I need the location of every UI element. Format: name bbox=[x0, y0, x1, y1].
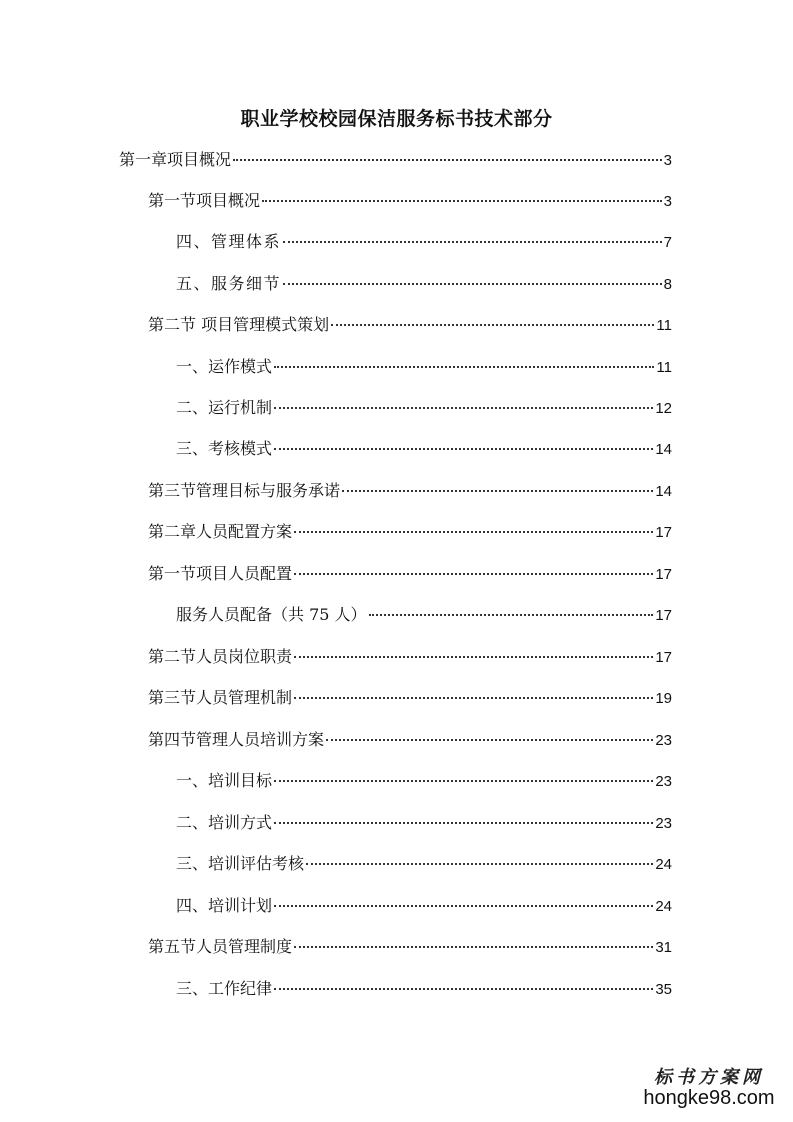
toc-entry-label: 三、培训评估考核 bbox=[176, 854, 305, 873]
toc-entry-page: 3 bbox=[663, 152, 672, 169]
toc-entry-label: 第三节人员管理机制 bbox=[148, 688, 293, 707]
toc-entry-label: 四、培训计划 bbox=[176, 896, 273, 915]
toc-entry-page: 3 bbox=[663, 193, 672, 210]
toc-entry-label: 第三节管理目标与服务承诺 bbox=[148, 481, 341, 500]
toc-entry[interactable] bbox=[176, 894, 672, 918]
toc-entry[interactable] bbox=[148, 935, 672, 959]
toc-entry-page: 23 bbox=[655, 773, 672, 790]
toc-entry[interactable] bbox=[176, 437, 672, 461]
toc-dot-leader bbox=[294, 945, 653, 948]
toc-dot-leader bbox=[326, 738, 653, 741]
toc-entry-label: 一、培训目标 bbox=[176, 771, 273, 790]
toc-entry-label: 二、运行机制 bbox=[176, 398, 273, 417]
toc-entry-label: 五、服务细节 bbox=[176, 274, 282, 293]
toc-entry[interactable] bbox=[176, 355, 672, 379]
toc-dot-leader bbox=[294, 696, 653, 699]
toc-dot-leader bbox=[294, 530, 653, 533]
toc-entry-page: 24 bbox=[655, 898, 672, 915]
toc-dot-leader bbox=[283, 282, 662, 285]
toc-dot-leader bbox=[233, 158, 662, 161]
toc-dot-leader bbox=[306, 862, 653, 865]
site-watermark bbox=[639, 1063, 779, 1110]
toc-entry-label: 三、考核模式 bbox=[176, 439, 273, 458]
toc-entry-page: 17 bbox=[655, 649, 672, 666]
toc-entry[interactable] bbox=[176, 769, 672, 793]
toc-dot-leader bbox=[274, 821, 653, 824]
toc-entry-page: 23 bbox=[655, 732, 672, 749]
watermark-url: hongke98.com bbox=[643, 1087, 775, 1109]
toc-entry-label: 第二节人员岗位职责 bbox=[148, 647, 293, 666]
toc-dot-leader bbox=[274, 904, 653, 907]
toc-dot-leader bbox=[274, 406, 653, 409]
toc-entry[interactable] bbox=[176, 603, 672, 627]
toc-entry[interactable] bbox=[148, 520, 672, 544]
toc-entry-label: 四、管理体系 bbox=[176, 232, 282, 251]
toc-entry-page: 17 bbox=[655, 524, 672, 541]
toc-dot-leader bbox=[274, 987, 653, 990]
toc-dot-leader bbox=[274, 779, 653, 782]
toc-dot-leader bbox=[274, 365, 654, 368]
toc-entry-page: 23 bbox=[655, 815, 672, 832]
toc-dot-leader bbox=[274, 447, 653, 450]
toc-entry[interactable] bbox=[176, 272, 672, 296]
toc-entry-page: 11 bbox=[656, 317, 672, 334]
toc-entry-page: 14 bbox=[655, 483, 672, 500]
document-title: 职业学校校园保洁服务标书技术部分 bbox=[240, 108, 553, 130]
toc-entry-label: 一、运作模式 bbox=[176, 357, 273, 376]
toc-entry-page: 24 bbox=[655, 856, 672, 873]
toc-entry-page: 19 bbox=[655, 690, 672, 707]
toc-entry-label: 第一节项目概况 bbox=[148, 191, 261, 210]
toc-dot-leader bbox=[342, 489, 653, 492]
toc-entry-page: 12 bbox=[655, 400, 672, 417]
toc-dot-leader bbox=[369, 613, 654, 616]
toc-entry[interactable] bbox=[176, 977, 672, 1001]
toc-dot-leader bbox=[262, 199, 662, 202]
toc-entry[interactable] bbox=[148, 728, 672, 752]
toc-entry[interactable] bbox=[148, 645, 672, 669]
toc-entry[interactable] bbox=[148, 313, 672, 337]
toc-entry[interactable] bbox=[148, 686, 672, 710]
toc-entry[interactable] bbox=[176, 396, 672, 420]
toc-entry[interactable] bbox=[176, 852, 672, 876]
toc-entry-page: 17 bbox=[655, 607, 672, 624]
toc-dot-leader bbox=[331, 323, 654, 326]
toc-entry[interactable] bbox=[119, 148, 672, 172]
toc-entry[interactable] bbox=[148, 189, 672, 213]
toc-entry-label: 第五节人员管理制度 bbox=[148, 937, 293, 956]
toc-dot-leader bbox=[294, 655, 653, 658]
toc-entry-page: 17 bbox=[655, 566, 672, 583]
toc-dot-leader bbox=[294, 572, 653, 575]
toc-entry-label: 第二节 项目管理模式策划 bbox=[148, 315, 330, 334]
toc-entry-label: 第一章项目概况 bbox=[119, 150, 232, 169]
toc-entry[interactable] bbox=[176, 230, 672, 254]
toc-dot-leader bbox=[283, 240, 662, 243]
toc-entry-page: 11 bbox=[656, 359, 672, 376]
watermark-name: 标书方案网 bbox=[654, 1067, 764, 1088]
toc-entry-page: 31 bbox=[655, 939, 672, 956]
toc-entry[interactable] bbox=[176, 811, 672, 835]
toc-entry-page: 35 bbox=[655, 981, 672, 998]
toc-entry-page: 14 bbox=[655, 441, 672, 458]
toc-entry-label: 三、工作纪律 bbox=[176, 979, 273, 998]
toc-entry-label: 第四节管理人员培训方案 bbox=[148, 730, 325, 749]
toc-entry-page: 7 bbox=[663, 234, 672, 251]
toc-entry[interactable] bbox=[148, 479, 672, 503]
toc-entry[interactable] bbox=[148, 562, 672, 586]
toc-entry-label: 第一节项目人员配置 bbox=[148, 564, 293, 583]
toc-entry-label: 服务人员配备（共 75 人） bbox=[176, 605, 367, 624]
toc-entry-label: 二、培训方式 bbox=[176, 813, 273, 832]
toc-entry-label: 第二章人员配置方案 bbox=[148, 522, 293, 541]
toc-entry-page: 8 bbox=[663, 276, 672, 293]
